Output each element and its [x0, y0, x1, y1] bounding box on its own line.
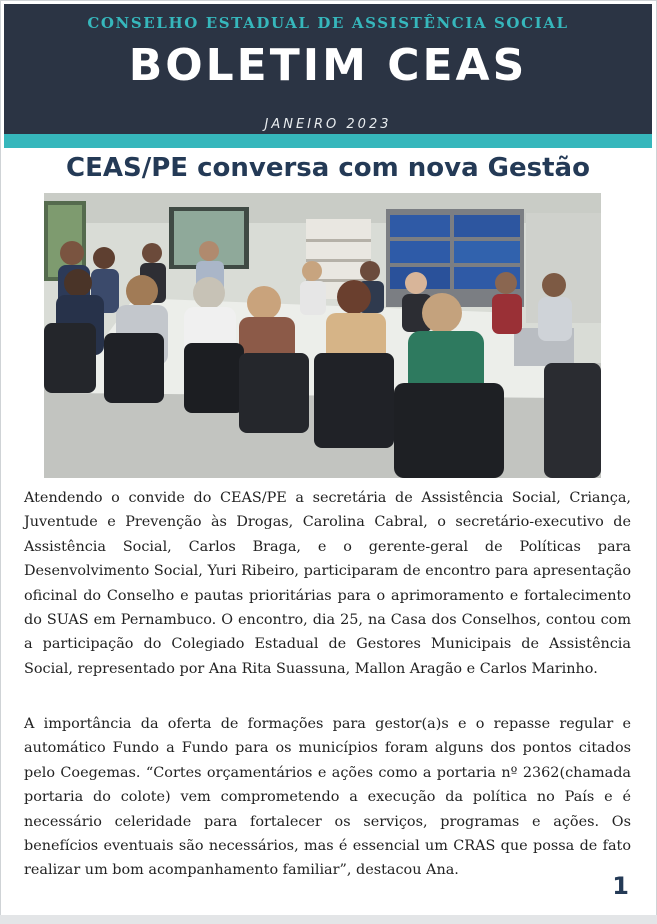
organization-name: CONSELHO ESTADUAL DE ASSISTÊNCIA SOCIAL [87, 14, 569, 32]
header-accent-bar [4, 134, 652, 148]
issue-date: JANEIRO 2023 [264, 117, 392, 132]
page-number: 1 [612, 872, 629, 900]
article-headline: CEAS/PE conversa com nova Gestão [66, 153, 590, 183]
newsletter-header [4, 4, 652, 134]
article-paragraph-1: Atendendo o convide do CEAS/PE a secretária de Assistência Social, Criança, Juventude e Prevenção às Drogas, Carolina Cabral, o secretário-executivo de Assistência Social, Carlos Braga, e o gerente-geral de Políticas para Desenvolvimento Social, Yuri Ribeiro, participaram de encontro para apresentação oficinal do Conselho e pautas prioritárias para o aprimoramento e fortalecimento do SUAS em Pernambuco. O encontro, dia 25, na Casa dos Conselhos, contou com a participação do Colegiado Estadual de Gestores Municipais de Assistência Social, representado por Ana Rita Suassuna, Mallon Aragão e Carlos Marinho. [24, 490, 631, 677]
meeting-photo [44, 193, 601, 478]
newsletter-title: BOLETIM CEAS [128, 40, 528, 91]
article-paragraph-2: A importância da oferta de formações para gestor(a)s e o repasse regular e automático Fundo a Fundo para os municípios foram alguns dos pontos citados pelo Coegemas. “Cortes orçamentários e ações como a portaria nº 2362(chamada portaria do colote) vem comprometendo a execução da política no País e é necessário celeridade para fortalecer os serviços, programas e ações. Os benefícios eventuais são necessários, mas é essencial um CRAS que possa de fato realizar um bom acompanhamento familiar”, destacou Ana. [24, 716, 631, 879]
bottom-scroll-strip [0, 915, 657, 924]
